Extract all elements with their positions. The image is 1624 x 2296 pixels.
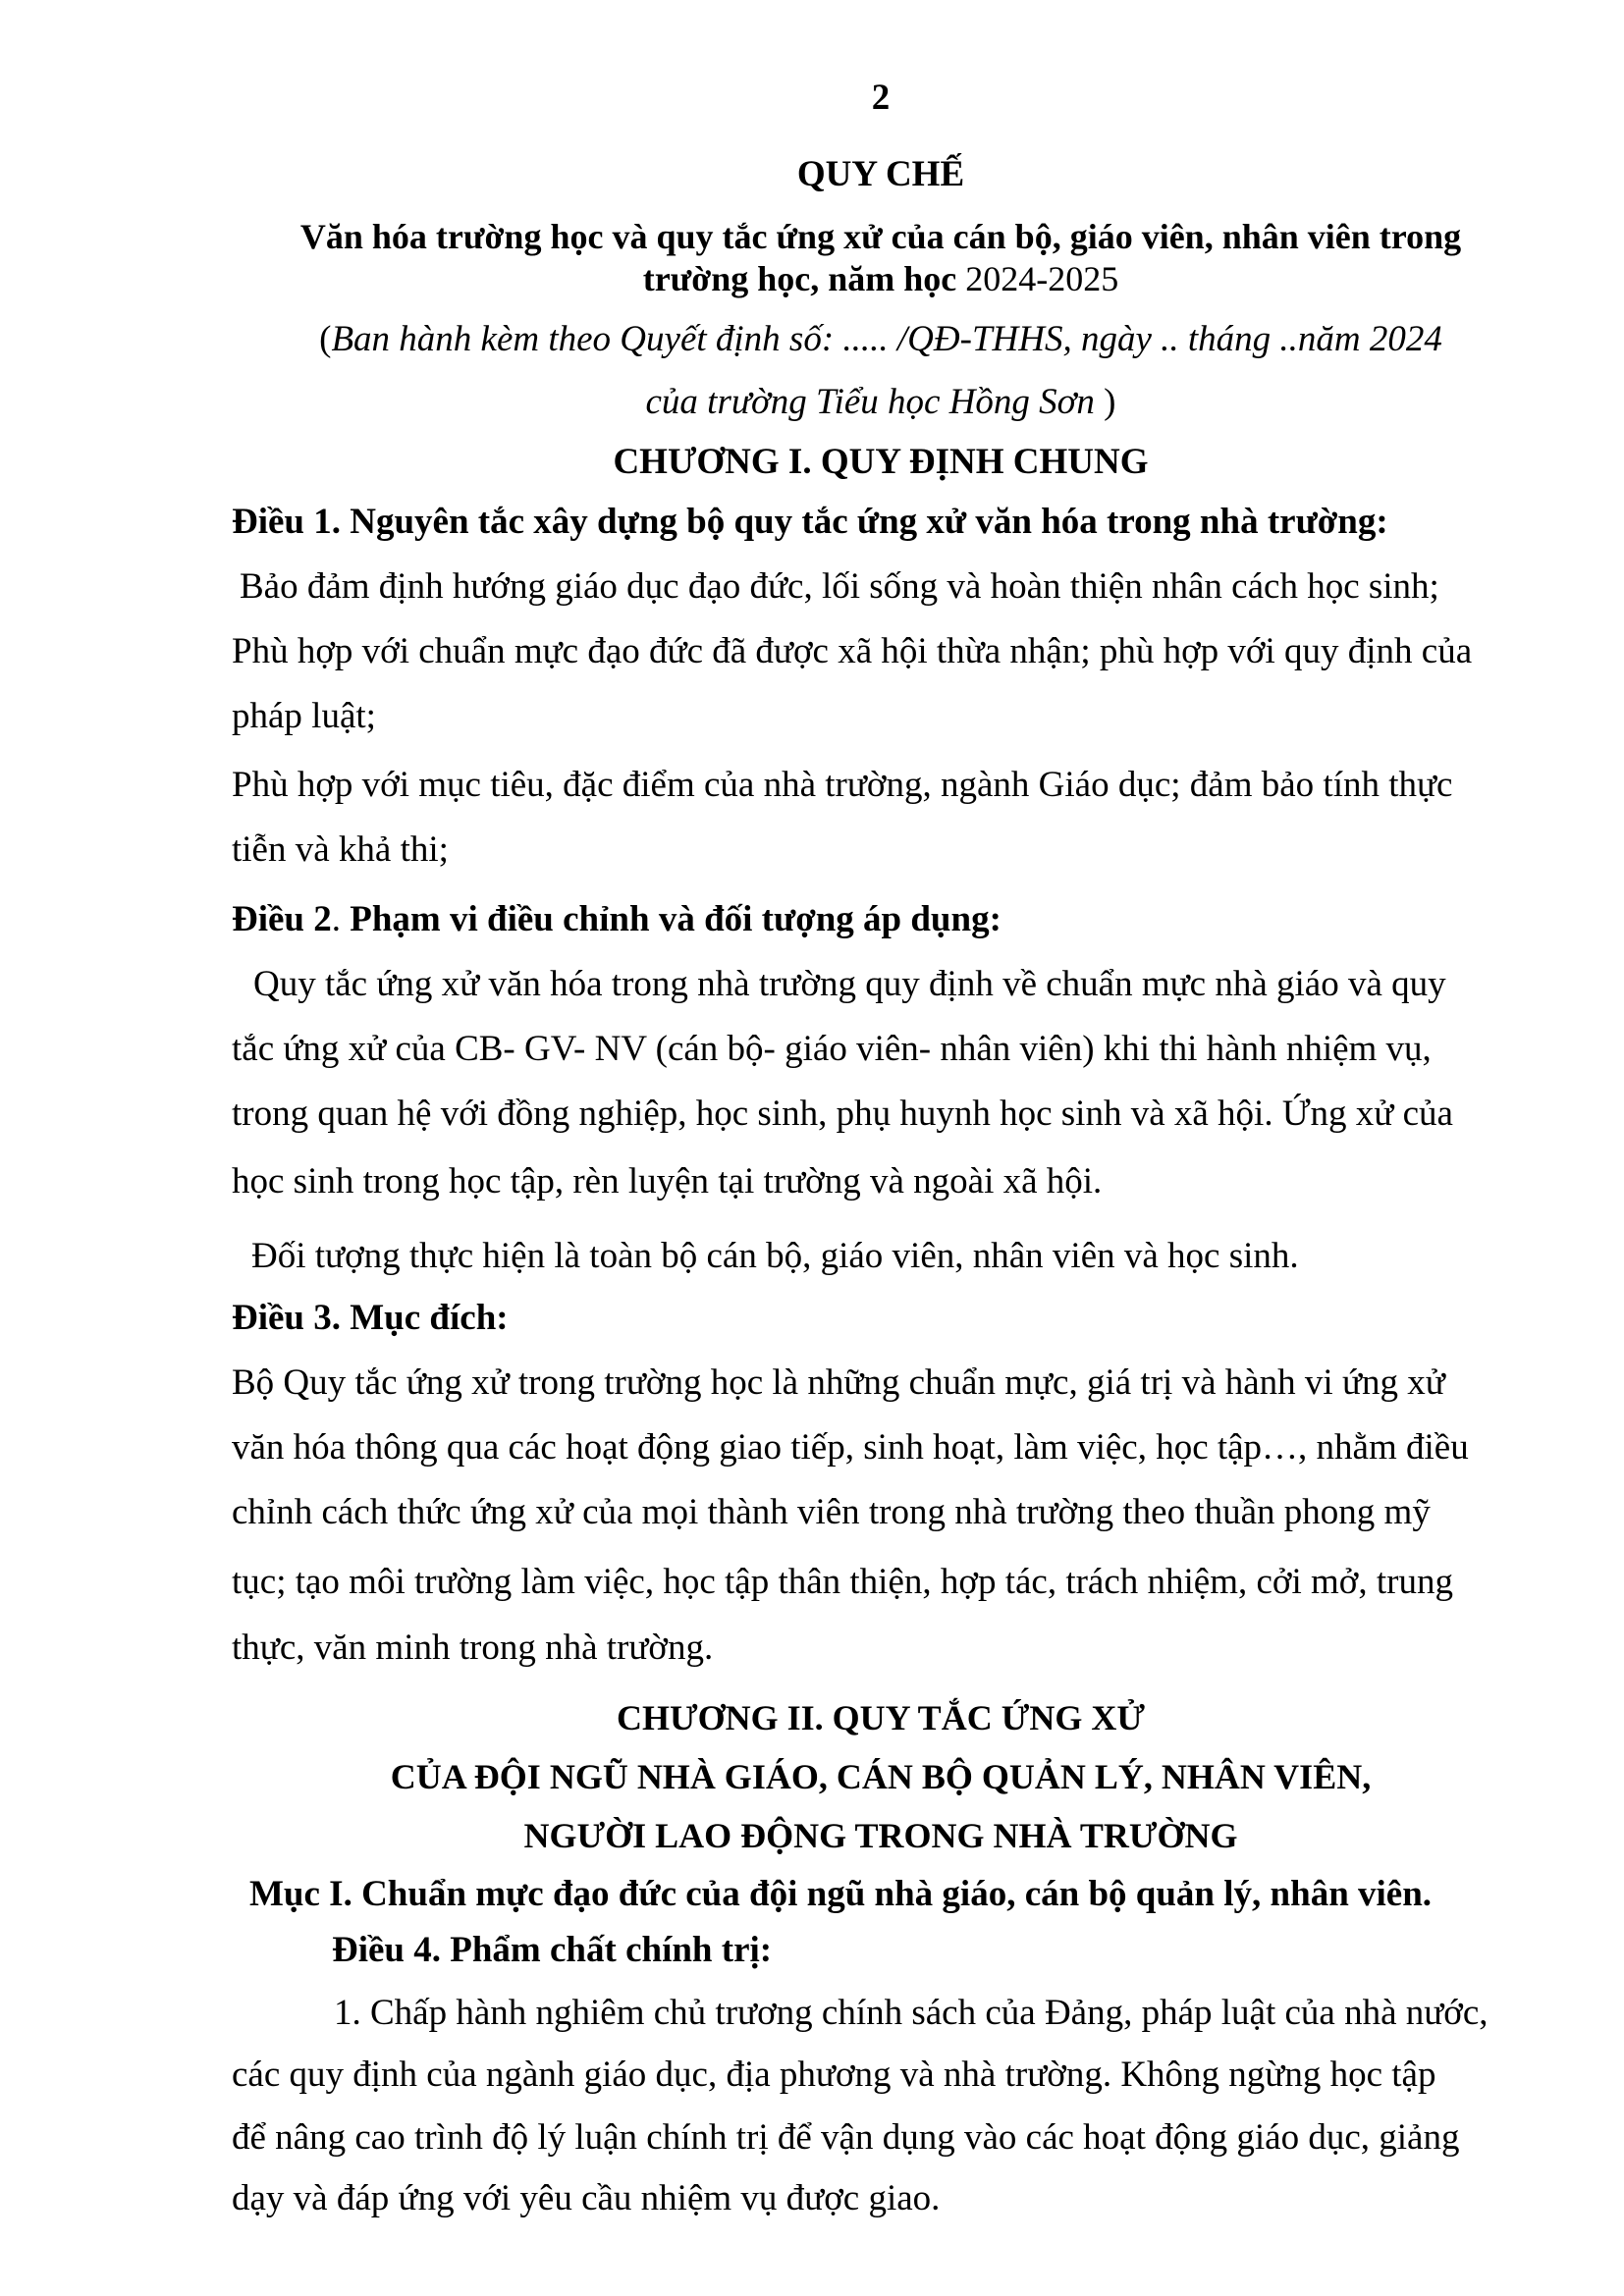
article-3-line: thực, văn minh trong nhà trường.: [232, 1628, 714, 1668]
close-paren: ): [1104, 382, 1116, 422]
article-2-line: trong quan hệ với đồng nghiệp, học sinh, phụ huynh học sinh và xã hội. Ứng xử của: [232, 1094, 1453, 1134]
section-1-heading: Mục I. Chuẩn mực đạo đức của đội ngũ nhà giáo, cán bộ quản lý, nhân viên.: [249, 1874, 1433, 1914]
issuance-text-1: Ban hành kèm theo Quyết định số: ..... /QĐ-THHS, ngày .. tháng ..năm 2024: [331, 319, 1442, 359]
document-subtitle-line-1: Văn hóa trường học và quy tắc ứng xử của cán bộ, giáo viên, nhân viên trong: [299, 217, 1462, 256]
article-4-line: 1. Chấp hành nghiêm chủ trương chính sách của Đảng, pháp luật của nhà nước,: [334, 1993, 1489, 2033]
issuance-text-2: của trường Tiểu học Hồng Sơn: [645, 382, 1105, 422]
article-4-line: để nâng cao trình độ lý luận chính trị để vận dụng vào các hoạt động giáo dục, giảng: [232, 2117, 1460, 2158]
chapter-2-heading: CHƯƠNG II. QUY TẮC ỨNG XỬ: [617, 1698, 1145, 1737]
article-2-line: Đối tượng thực hiện là toàn bộ cán bộ, giáo viên, nhân viên và học sinh.: [251, 1236, 1299, 1276]
open-paren: (: [319, 319, 332, 359]
article-3-line: tục; tạo môi trường làm việc, học tập thân thiện, hợp tác, trách nhiệm, cởi mở, trung: [232, 1562, 1453, 1602]
article-3-line: văn hóa thông qua các hoạt động giao tiếp, sinh hoạt, làm việc, học tập…, nhằm điều: [232, 1427, 1469, 1468]
article-4-line: các quy định của ngành giáo dục, địa phương và nhà trường. Không ngừng học tập: [232, 2055, 1436, 2095]
subtitle-year: 2024-2025: [965, 259, 1119, 298]
page-number: 2: [871, 78, 891, 118]
article-2-number: Điều 2: [232, 899, 332, 939]
issuance-line-1: [232, 316, 1530, 363]
article-4-heading: Điều 4. Phẩm chất chính trị:: [332, 1930, 773, 1970]
article-2-heading: [232, 896, 1530, 943]
article-2-dot: .: [331, 899, 341, 939]
subtitle-text: trường học, năm học: [642, 259, 966, 298]
article-3-line: chỉnh cách thức ứng xử của mọi thành viên trong nhà trường theo thuần phong mỹ: [232, 1492, 1431, 1532]
chapter-2-heading: CỦA ĐỘI NGŨ NHÀ GIÁO, CÁN BỘ QUẢN LÝ, NHÂN VIÊN,: [390, 1757, 1372, 1796]
article-1-line: tiễn và khả thi;: [232, 829, 449, 870]
article-1-line: Phù hợp với chuẩn mực đạo đức đã được xã hội thừa nhận; phù hợp với quy định của: [232, 631, 1473, 671]
article-4-line: dạy và đáp ứng với yêu cầu nhiệm vụ được giao.: [232, 2178, 941, 2218]
article-1-heading: Điều 1. Nguyên tắc xây dựng bộ quy tắc ứng xử văn hóa trong nhà trường:: [232, 502, 1388, 542]
chapter-2-heading: NGƯỜI LAO ĐỘNG TRONG NHÀ TRƯỜNG: [523, 1816, 1238, 1855]
document-page: [232, 0, 1530, 2296]
article-2-line: tắc ứng xử của CB- GV- NV (cán bộ- giáo viên- nhân viên) khi thi hành nhiệm vụ,: [232, 1029, 1432, 1069]
document-title: QUY CHẾ: [796, 154, 965, 194]
article-1-line: Bảo đảm định hướng giáo dục đạo đức, lối sống và hoàn thiện nhân cách học sinh;: [240, 566, 1439, 607]
article-1-line: Phù hợp với mục tiêu, đặc điểm của nhà trường, ngành Giáo dục; đảm bảo tính thực: [232, 765, 1453, 805]
article-1-line: pháp luật;: [232, 696, 376, 736]
article-3-line: Bộ Quy tắc ứng xử trong trường học là những chuẩn mực, giá trị và hành vi ứng xử: [232, 1362, 1445, 1403]
article-2-line: Quy tắc ứng xử văn hóa trong nhà trường quy định về chuẩn mực nhà giáo và quy: [253, 964, 1446, 1004]
article-2-title: Phạm vi điều chỉnh và đối tượng áp dụng:: [341, 899, 1001, 939]
article-3-heading: Điều 3. Mục đích:: [232, 1298, 509, 1338]
chapter-1-heading: CHƯƠNG I. QUY ĐỊNH CHUNG: [613, 442, 1149, 482]
article-2-line: học sinh trong học tập, rèn luyện tại trường và ngoài xã hội.: [232, 1161, 1103, 1201]
document-subtitle-line-2: [232, 255, 1530, 302]
issuance-line-2: [232, 379, 1530, 426]
